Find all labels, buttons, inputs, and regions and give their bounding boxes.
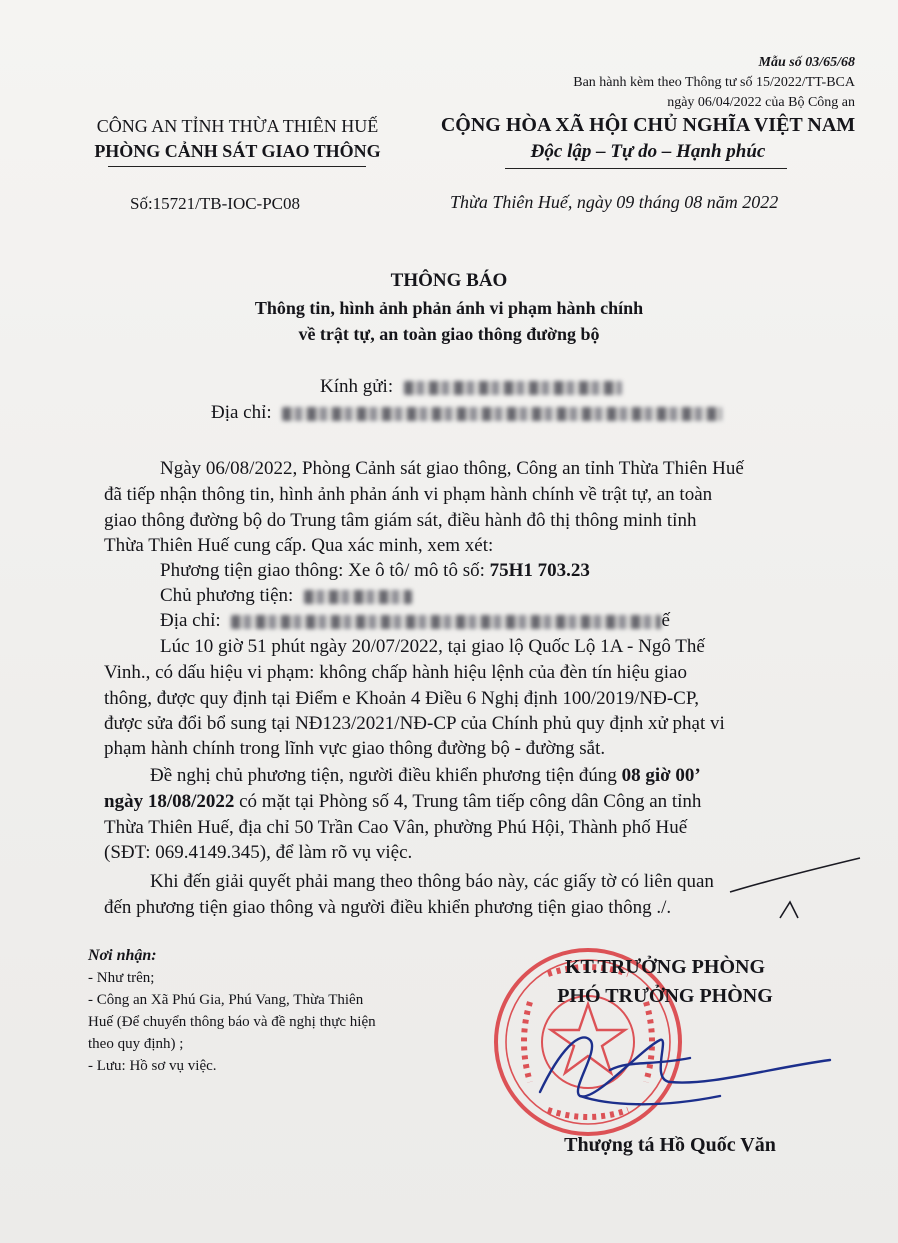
- nation-motto: Độc lập – Tự do – Hạnh phúc: [530, 141, 766, 162]
- handwritten-signature: [520, 1010, 840, 1120]
- request-line3: Thừa Thiên Huế, địa chỉ 50 Trần Cao Vân, phường Phú Hội, Thành phố Huế: [104, 817, 688, 838]
- signer-name: Thượng tá Hồ Quốc Văn: [564, 1134, 776, 1156]
- violation-line4: được sửa đổi bổ sung tại NĐ123/2021/NĐ-CP của Chính phủ quy định xử phạt vi: [104, 713, 725, 734]
- signature-title-line1: KT.TRƯỞNG PHÒNG: [565, 956, 765, 978]
- form-number: Mẫu số 03/65/68: [758, 55, 855, 70]
- request-line1: [150, 763, 701, 789]
- body-p1-line4: Thừa Thiên Huế cung cấp. Qua xác minh, xem xét:: [104, 535, 494, 556]
- request-line2-text: có mặt tại Phòng số 4, Trung tâm tiếp công dân Công an tỉnh: [234, 791, 702, 812]
- vehicle-plate: 75H1 703.23: [489, 560, 590, 581]
- appointment-time: 08 giờ 00’: [621, 765, 701, 786]
- owner-address-row: [160, 608, 670, 634]
- violation-line2: Vinh., có dấu hiệu vi phạm: không chấp hành hiệu lệnh của đèn tín hiệu giao: [104, 662, 687, 683]
- receivers-line5: - Lưu: Hồ sơ vụ việc.: [88, 1058, 217, 1074]
- request-line1-text: Đề nghị chủ phương tiện, người điều khiển phương tiện đúng: [150, 765, 622, 786]
- org-name-line2: PHÒNG CẢNH SÁT GIAO THÔNG: [94, 141, 381, 161]
- receivers-block: [88, 945, 376, 1077]
- motto-underline: [505, 168, 787, 169]
- org-underline: [108, 166, 366, 167]
- vehicle-label: Phương tiện giao thông: Xe ô tô/ mô tô số:: [160, 560, 490, 581]
- violation-line1: Lúc 10 giờ 51 phút ngày 20/07/2022, tại giao lộ Quốc Lộ 1A - Ngô Thế: [160, 636, 705, 657]
- closing-line1: Khi đến giải quyết phải mang theo thông báo này, các giấy tờ có liên quan: [150, 871, 714, 892]
- receivers-line4: theo quy định) ;: [88, 1036, 184, 1052]
- receivers-heading: Nơi nhận:: [88, 947, 157, 964]
- body-p1-line1: Ngày 06/08/2022, Phòng Cảnh sát giao thông, Công an tỉnh Thừa Thiên Huế: [160, 458, 744, 479]
- redacted-owner-address: [231, 615, 661, 629]
- request-line2: [104, 789, 701, 815]
- violation-line5: phạm hành chính trong lĩnh vực giao thông đường bộ - đường sắt.: [104, 738, 606, 759]
- recipient-address-label: Địa chỉ:: [211, 402, 272, 423]
- body-p1-line3: giao thông đường bộ do Trung tâm giám sát, điều hành đô thị thông minh tỉnh: [104, 510, 697, 531]
- owner-label: Chủ phương tiện:: [160, 585, 294, 606]
- redacted-owner-name: [304, 590, 412, 604]
- vehicle-row: [160, 558, 590, 584]
- document-title: THÔNG BÁO: [390, 270, 508, 291]
- ink-mark: [720, 852, 870, 922]
- document-subtitle-line2: về trật tự, an toàn giao thông đường bộ: [298, 324, 600, 344]
- form-issued-line1: Ban hành kèm theo Thông tư số 15/2022/TT-BCA: [573, 75, 855, 90]
- document-subtitle-line1: Thông tin, hình ảnh phản ánh vi phạm hành chính: [254, 298, 644, 318]
- request-line4: (SĐT: 069.4149.345), để làm rõ vụ việc.: [104, 842, 413, 863]
- owner-address-tail: ế: [661, 610, 670, 631]
- org-name-line1: CÔNG AN TỈNH THỪA THIÊN HUẾ: [96, 116, 379, 136]
- closing-line2: đến phương tiện giao thông và người điều khiển phương tiện giao thông ./.: [104, 897, 672, 918]
- redacted-recipient-name: [404, 381, 622, 395]
- redacted-recipient-address: [282, 407, 722, 421]
- appointment-date: ngày 18/08/2022: [104, 791, 235, 812]
- receivers-line1: - Như trên;: [88, 970, 155, 986]
- receivers-line2: - Công an Xã Phú Gia, Phú Vang, Thừa Thiên: [88, 992, 364, 1008]
- form-issued-line2: ngày 06/04/2022 của Bộ Công an: [667, 95, 855, 110]
- place-date: Thừa Thiên Huế, ngày 09 tháng 08 năm 2022: [450, 192, 779, 212]
- signature-title-line2: PHÓ TRƯỞNG PHÒNG: [557, 985, 773, 1007]
- recipient-label: Kính gửi:: [320, 376, 394, 397]
- recipient-address-row: [211, 402, 722, 424]
- nation-line1: CỘNG HÒA XÃ HỘI CHỦ NGHĨA VIỆT NAM: [440, 114, 856, 136]
- form-reference: [520, 53, 855, 113]
- recipient-row: [320, 376, 622, 398]
- owner-row: [160, 583, 412, 609]
- owner-address-label: Địa chỉ:: [160, 610, 221, 631]
- document-number: Số:15721/TB-IOC-PC08: [130, 194, 301, 213]
- violation-line3: thông, được quy định tại Điểm e Khoản 4 Điều 6 Nghị định 100/2019/NĐ-CP,: [104, 688, 700, 709]
- receivers-line3: Huế (Để chuyển thông báo và đề nghị thực hiện: [88, 1014, 376, 1030]
- body-p1-line2: đã tiếp nhận thông tin, hình ảnh phản ánh vi phạm hành chính về trật tự, an toàn: [104, 484, 713, 505]
